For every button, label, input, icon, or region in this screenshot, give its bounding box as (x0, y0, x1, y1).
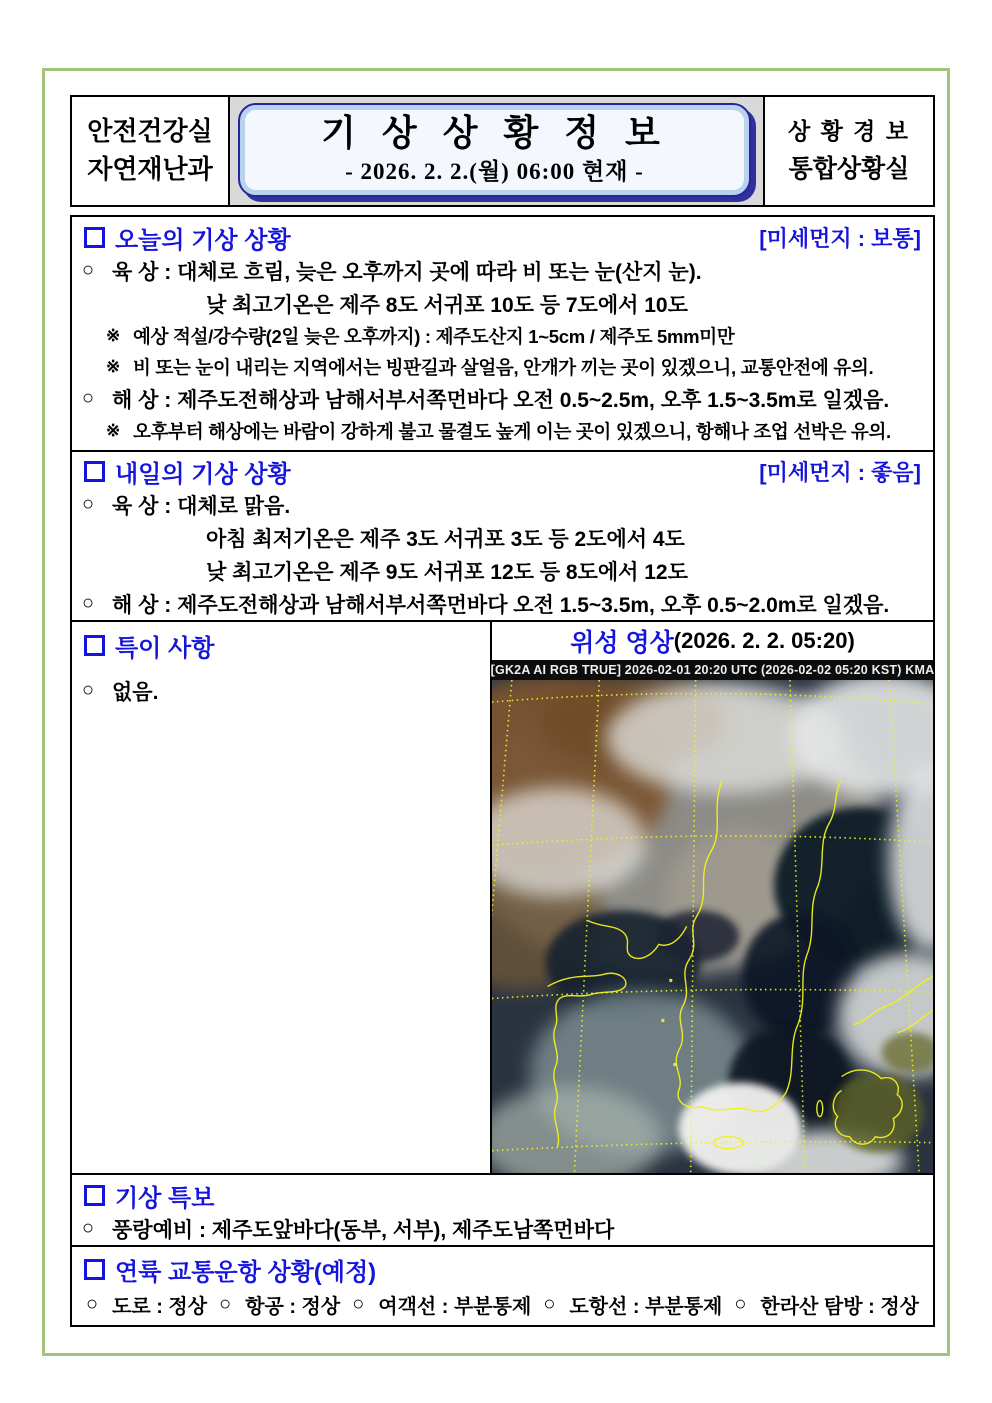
department-line1: 안전건강실 (87, 116, 213, 147)
section-special-title (82, 628, 214, 663)
line-text: 풍랑예비 : 제주도앞바다(동부, 서부), 제주도남쪽먼바다 (112, 1218, 615, 1242)
blue-square-icon (84, 227, 105, 248)
department-line2: 자연재난과 (87, 154, 213, 184)
section-today-header (82, 220, 923, 254)
section-title-text: 오늘의 기상 상황 (115, 226, 291, 254)
blue-square-icon (84, 461, 105, 482)
today-land-cont-line (82, 287, 923, 320)
report-body-table (70, 215, 935, 1327)
section-warning-header (82, 1178, 923, 1212)
line-text: 아침 최저기온은 제주 3도 서귀포 3도 등 2도에서 4도 (206, 527, 685, 551)
circle-bullet-icon: ○ (82, 387, 95, 409)
dust-badge-tomorrow: [미세먼지 : 좋음] (759, 459, 921, 485)
circle-bullet-icon: ○ (82, 679, 95, 702)
line-text: 육 상 : 대체로 맑음. (112, 494, 291, 518)
satellite-image (492, 680, 933, 1173)
section-title-text: 내일의 기상 상황 (115, 460, 291, 488)
report-title: 기 상 상 황 정 보 (321, 112, 668, 154)
tomorrow-sea-line (82, 587, 923, 620)
line-text: 해 상 : 제주도전해상과 남해서부서쪽먼바다 오전 1.5~3.5m, 오후 0.5~2.0m로 일겠음. (112, 593, 890, 617)
section-tomorrow-title (82, 454, 291, 489)
special-notes-cell (72, 622, 492, 1173)
section-transport (72, 1247, 933, 1325)
line-text: 비 또는 눈이 내리는 지역에서는 빙판길과 살얼음, 안개가 끼는 곳이 있겠으니, 교통안전에 유의. (133, 356, 874, 378)
section-tomorrow-header (82, 454, 923, 488)
line-text: 도로 : 정상 (112, 1295, 208, 1318)
section-transport-title (82, 1252, 376, 1287)
special-none-line (82, 674, 480, 707)
section-transport-header (82, 1252, 923, 1286)
transport-item-road (86, 1290, 207, 1319)
today-note1-line (82, 320, 923, 351)
today-sea-line (82, 382, 923, 415)
blue-square-icon (84, 1259, 105, 1280)
satellite-caption-bar: [GK2A AI RGB TRUE] 2026-02-01 20:20 UTC (2026-02-02 05:20 KST) KMA (492, 660, 933, 680)
line-text: 낮 최고기온은 제주 8도 서귀포 10도 등 7도에서 10도 (206, 293, 688, 317)
section-title-text: 기상 특보 (115, 1184, 215, 1212)
section-today-title (82, 220, 291, 255)
office-line2: 통합상황실 (788, 155, 910, 184)
circle-bullet-icon: ○ (734, 1292, 747, 1315)
circle-bullet-icon: ○ (82, 259, 95, 281)
report-datetime: - 2026. 2. 2.(월) 06:00 현재 - (345, 158, 644, 184)
office-line1: 상 황 경 보 (787, 117, 911, 144)
tomorrow-land-line (82, 488, 923, 521)
line-text: 도항선 : 부분통제 (569, 1295, 723, 1318)
transport-item-ferry (352, 1290, 531, 1319)
tomorrow-min-temp-line (82, 521, 923, 554)
line-text: 여객선 : 부분통제 (378, 1295, 532, 1318)
title-cell (230, 97, 763, 205)
section-tomorrow (72, 452, 933, 622)
department-cell (72, 97, 230, 205)
dust-badge-today: [미세먼지 : 보통] (759, 225, 921, 251)
circle-bullet-icon: ○ (352, 1292, 365, 1315)
line-text: 낮 최고기온은 제주 9도 서귀포 12도 등 8도에서 12도 (206, 560, 688, 584)
note-mark-icon: ※ (106, 325, 120, 345)
circle-bullet-icon: ○ (82, 592, 95, 615)
section-warning-title (82, 1178, 214, 1213)
satellite-title (492, 622, 933, 660)
today-land-line (82, 254, 923, 287)
line-text: 예상 적설/강수량(2일 늦은 오후까지) : 제주도산지 1~5cm / 제주도 5mm미만 (133, 325, 735, 347)
section-title-text: 특이 사항 (115, 634, 215, 662)
satellite-title-text: 위성 영상 (570, 629, 674, 658)
line-text: 오후부터 해상에는 바람이 강하게 불고 물결도 높게 이는 곳이 있겠으니, 항해나 조업 선박은 유의. (133, 420, 891, 442)
circle-bullet-icon: ○ (86, 1292, 99, 1315)
today-note2-line (82, 351, 923, 382)
section-today (72, 217, 933, 452)
line-text: 한라산 탐방 : 정상 (760, 1295, 919, 1318)
satellite-timestamp: (2026. 2. 2. 05:20) (673, 628, 855, 654)
line-text: 해 상 : 제주도전해상과 남해서부서쪽먼바다 오전 0.5~2.5m, 오후 1.5~3.5m로 일겠음. (112, 388, 890, 412)
line-text: 육 상 : 대체로 흐림, 늦은 오후까지 곳에 따라 비 또는 눈(산지 눈). (112, 260, 702, 284)
section-title-text: 연륙 교통운항 상황(예정) (115, 1258, 377, 1286)
tomorrow-max-temp-line (82, 554, 923, 587)
note-mark-icon: ※ (106, 420, 120, 440)
line-text: 항공 : 정상 (245, 1295, 341, 1318)
report-header (70, 95, 935, 207)
section-special-header (82, 628, 480, 662)
satellite-image-graphic (492, 680, 933, 1173)
blue-square-icon (84, 1185, 105, 1206)
note-mark-icon: ※ (106, 356, 120, 376)
today-note3-line (82, 415, 923, 446)
title-plate (238, 103, 751, 197)
circle-bullet-icon: ○ (543, 1292, 556, 1315)
line-text: 없음. (112, 680, 159, 704)
satellite-cell (492, 622, 933, 1173)
transport-item-air (219, 1290, 340, 1319)
section-special-satellite (72, 622, 933, 1175)
blue-square-icon (84, 635, 105, 656)
circle-bullet-icon: ○ (219, 1292, 232, 1315)
section-warning (72, 1175, 933, 1247)
transport-item-island-boat (543, 1290, 722, 1319)
circle-bullet-icon: ○ (82, 493, 95, 516)
circle-bullet-icon: ○ (82, 1217, 95, 1240)
warning-line (82, 1212, 923, 1245)
office-cell (763, 97, 933, 205)
transport-item-hallasan (734, 1290, 919, 1319)
transport-status-list (82, 1286, 923, 1322)
